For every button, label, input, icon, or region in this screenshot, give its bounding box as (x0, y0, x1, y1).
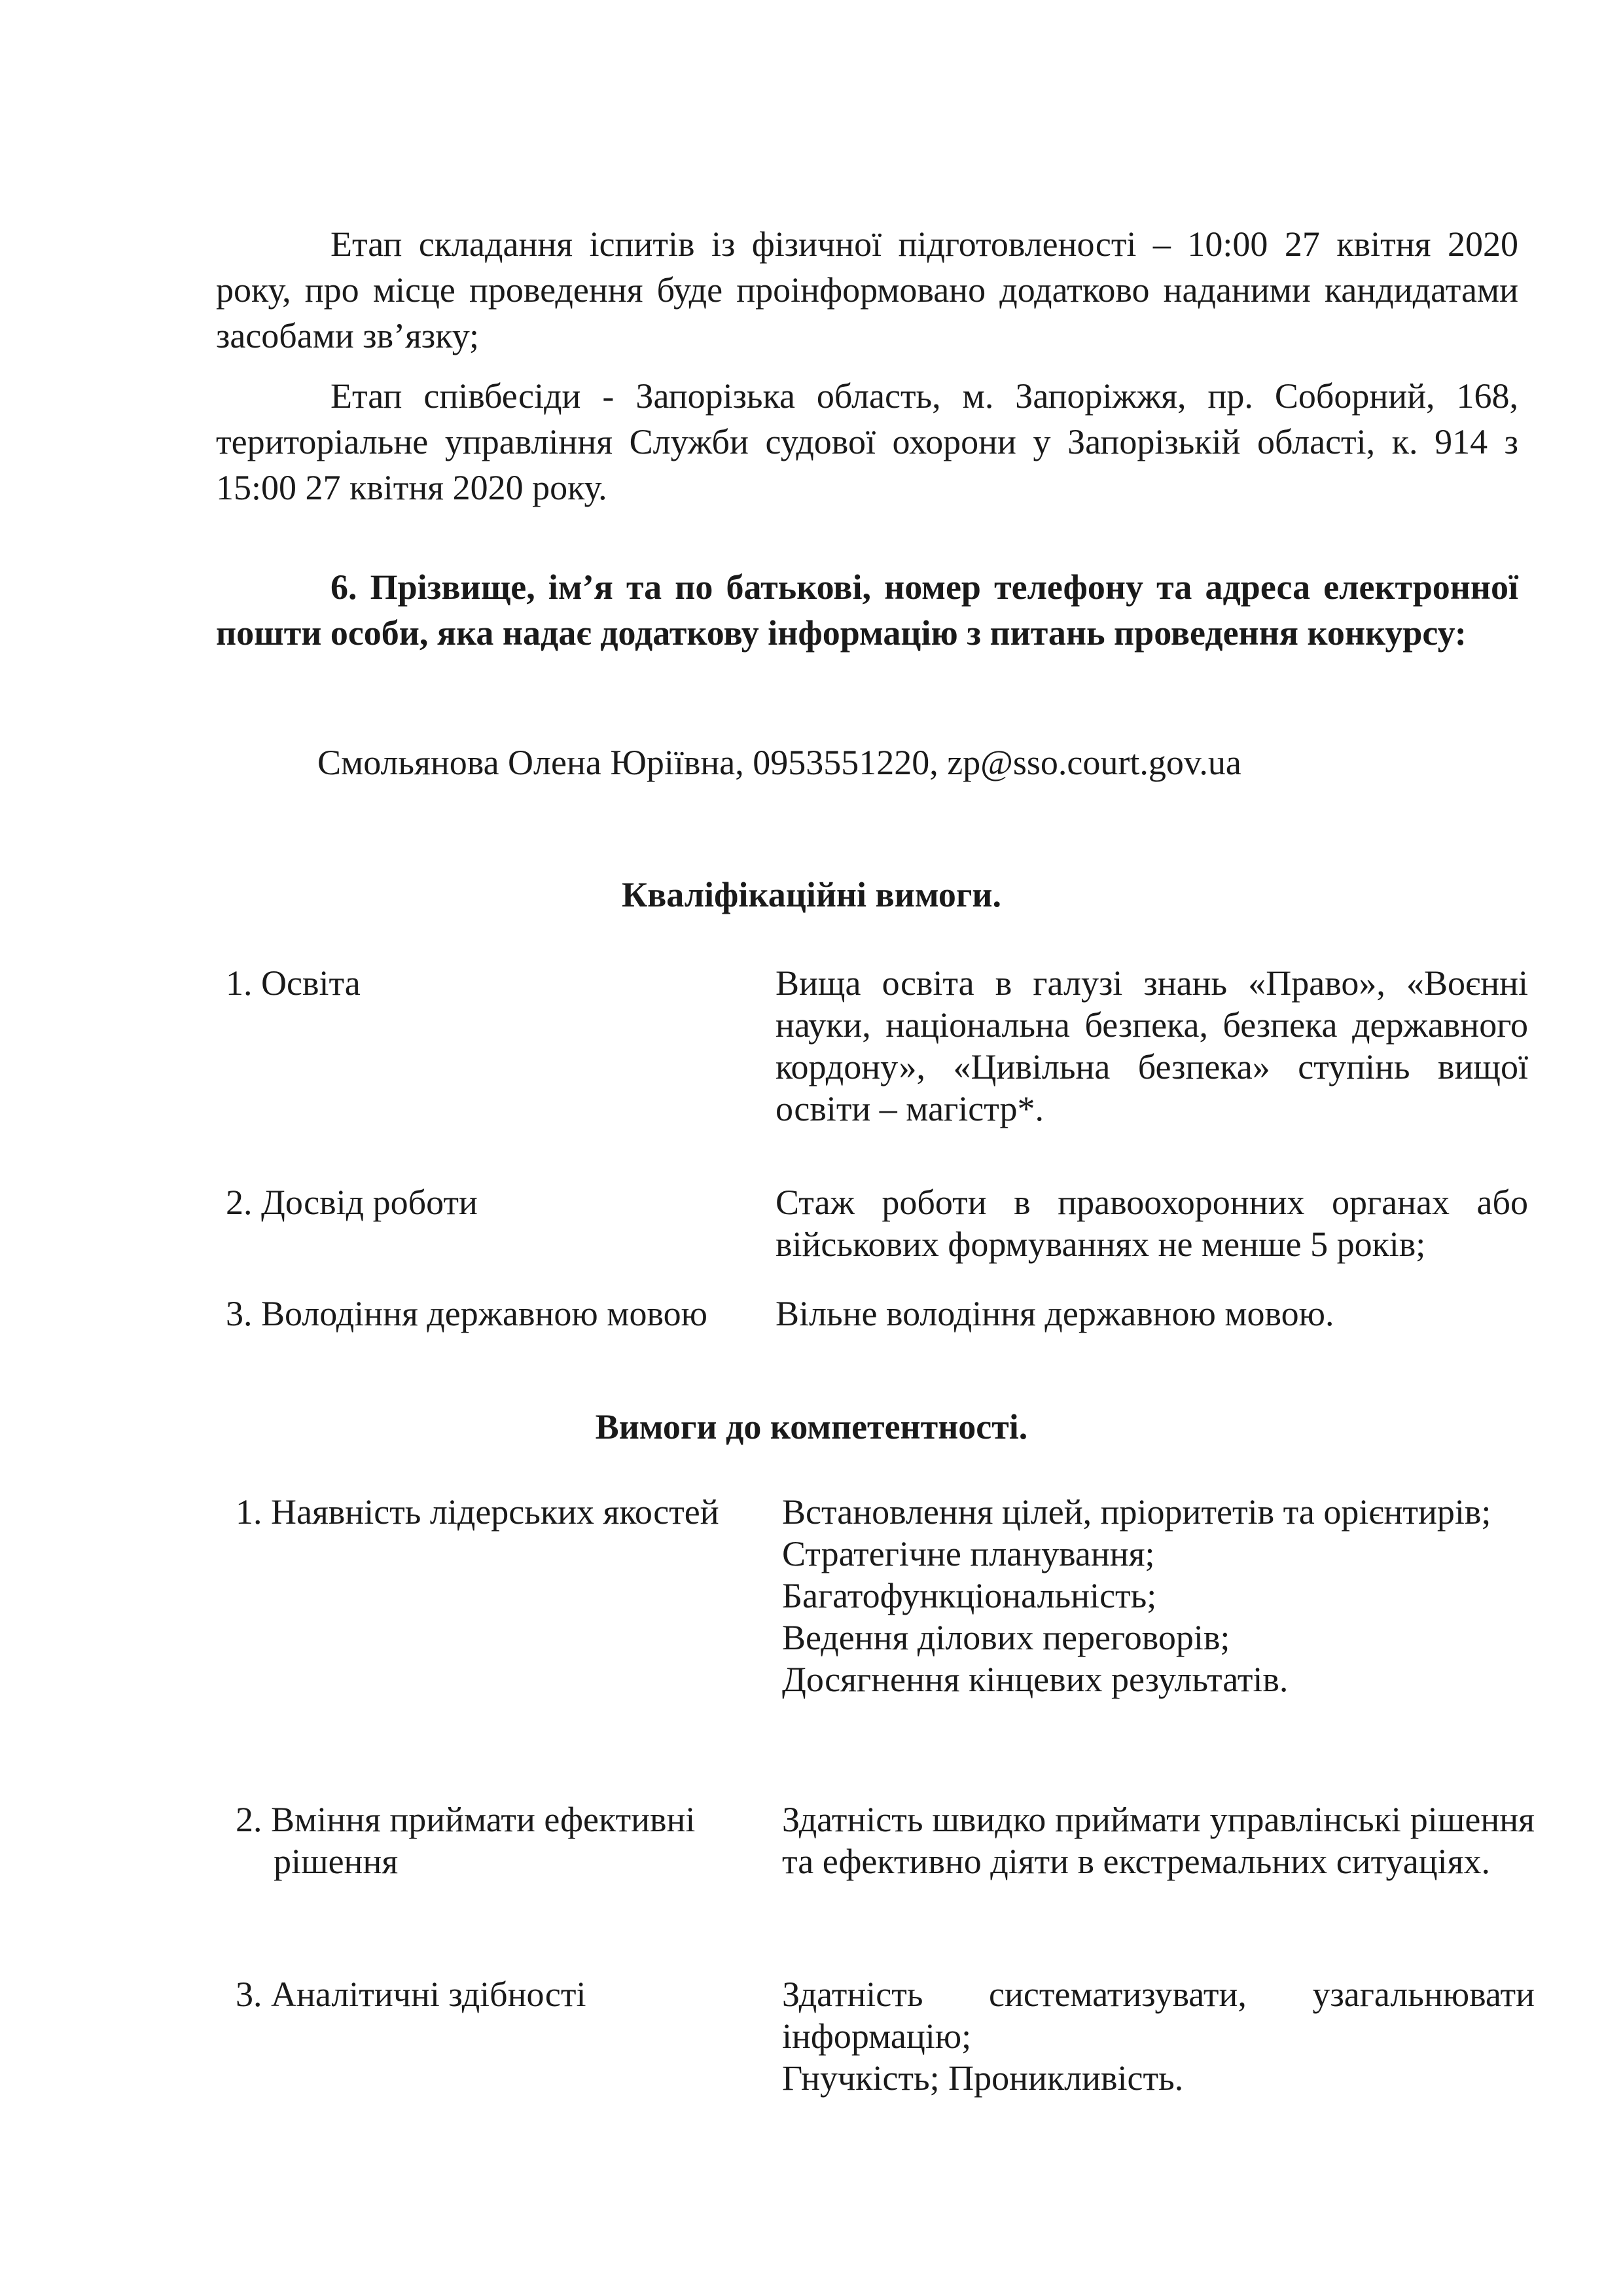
exam-stage-interview: Етап співбесіди - Запорізька область, м. Запоріжжя, пр. Соборний, 168, територіальне управління Служби судової охорони у Запорізькій області, к. 914 з 15:00 27 квітня 2020 року. (216, 376, 1518, 507)
competence-line: Ведення ділових переговорів; (782, 1618, 1230, 1657)
competence-line: Встановлення цілей, пріоритетів та орієнтирів; (782, 1492, 1491, 1532)
competence-title: Вимоги до компетентності. (595, 1407, 1028, 1446)
qualification-label: 3. Володіння державною мовою (226, 1294, 707, 1333)
contact-section-heading: 6. Прізвище, ім’я та по батькові, номер телефону та адреса електронної пошти особи, яка надає додаткову інформацію з питань проведення конкурсу: (216, 567, 1518, 653)
contact-line: Смольянова Олена Юріївна, 0953551220, zp@sso.court.gov.ua (317, 743, 1241, 782)
competence-label: 3. Аналітичні здібності (236, 1975, 586, 2014)
competence-value (782, 1491, 1535, 1700)
competence-label: 1. Наявність лідерських якостей (236, 1492, 719, 1532)
qualification-value: Стаж роботи в правоохоронних органах або військових формуваннях не менше 5 років; (776, 1183, 1528, 1264)
qualification-label: 2. Досвід роботи (226, 1183, 478, 1222)
competence-line: Досягнення кінцевих результатів. (782, 1660, 1289, 1699)
competence-line: Стратегічне планування; (782, 1534, 1155, 1573)
competence-line: Здатність швидко приймати управлінські рішення та ефективно діяти в екстремальних ситуаціях. (782, 1800, 1535, 1881)
qualifications-title: Кваліфікаційні вимоги. (621, 875, 1002, 914)
competence-value (782, 1973, 1535, 2099)
qualification-value: Вища освіта в галузі знань «Право», «Воєнні науки, національна безпека, безпека державного кордону», «Цивільна безпека» ступінь вищої освіти – магістр*. (776, 963, 1528, 1128)
competence-label: 2. Вміння приймати ефективні рішення (236, 1800, 696, 1881)
competence-line: Здатність систематизувати, узагальнювати інформацію; (782, 1975, 1535, 2056)
competence-value (782, 1799, 1535, 1882)
qualification-value: Вільне володіння державною мовою. (776, 1294, 1334, 1333)
competence-line: Багатофункціональність; (782, 1576, 1157, 1615)
competence-line: Гнучкість; Проникливість. (782, 2058, 1184, 2098)
qualification-label: 1. Освіта (226, 963, 361, 1003)
exam-stage-physical: Етап складання іспитів із фізичної підготовленості – 10:00 27 квітня 2020 року, про місце проведення буде проінформовано додатково наданими кандидатами засобами зв’язку; (216, 224, 1518, 355)
